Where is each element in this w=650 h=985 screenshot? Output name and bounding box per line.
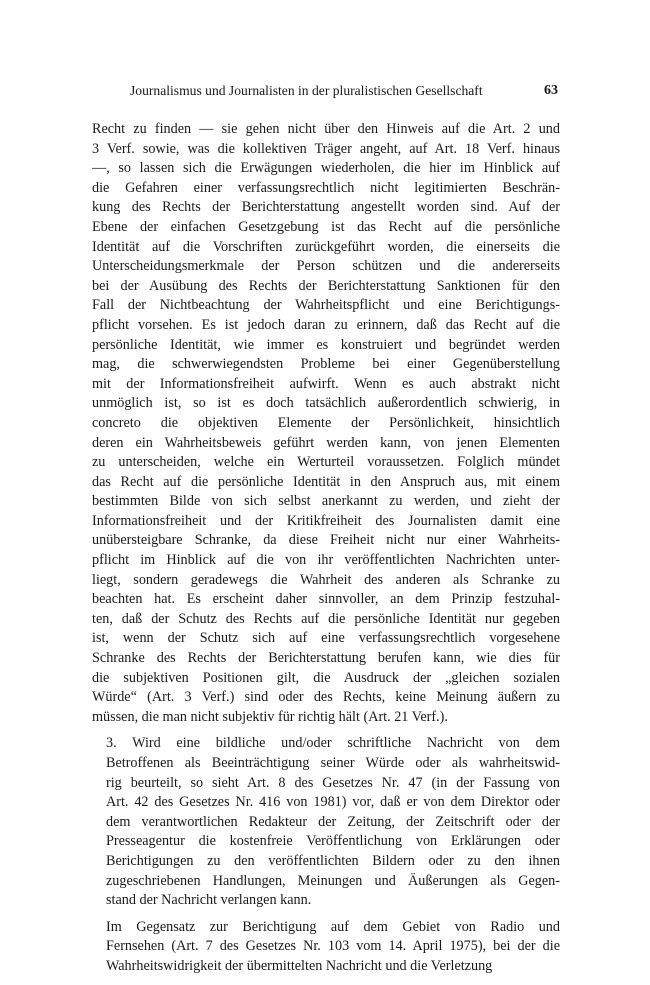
text-line: 3. Wird eine bildliche und/oder schriftliche Nachricht von dem	[106, 735, 560, 752]
text-line: Würde“ (Art. 3 Verf.) sind oder des Rechts, keine Meinung äußern zu	[92, 689, 560, 706]
text-line: Betroffenen als Beeinträchtigung seiner Würde oder als wahrheitswid-	[106, 755, 560, 771]
text-line: 3 Verf. sowie, was die kollektiven Träger angeht, auf Art. 18 Verf. hinaus	[92, 140, 560, 157]
text-line: stand der Nachricht verlangen kann.	[106, 892, 312, 909]
text-line: die Gefahren einer verfassungsrechtlich nicht legitimierten Beschrän-	[92, 179, 560, 196]
text-line: concreto die objektiven Elemente der Persönlichkeit, hinsichtlich	[92, 414, 560, 431]
running-head	[92, 80, 560, 102]
text-line: mit der Informationsfreiheit aufwirft. Wenn es auch abstrakt nicht	[92, 375, 560, 392]
text-line: Im Gegensatz zur Berichtigung auf dem Gebiet von Radio und	[106, 918, 560, 935]
text-line: bestimmten Bilde von sich selbst anerkannt zu werden, und zieht der	[92, 493, 560, 510]
text-line: Informationsfreiheit und der Kritikfreiheit des Journalisten damit eine	[92, 512, 560, 529]
text-line: ist, wenn der Schutz sich auf eine verfassungsrechtlich vorgesehene	[92, 630, 560, 647]
text-line: müssen, die man nicht subjektiv für richtig hält (Art. 21 Verf.).	[92, 708, 448, 725]
text-line: Ebene der einfachen Gesetzgebung ist das Recht auf die persönliche	[92, 218, 560, 235]
text-line: rig beurteilt, so sieht Art. 8 des Gesetzes Nr. 47 (in der Fassung von	[106, 774, 560, 791]
text-line: kung des Rechts der Berichterstattung angestellt worden sind. Auf der	[92, 199, 560, 216]
paragraph-2	[92, 734, 560, 910]
paragraph-3	[92, 918, 560, 977]
text-line: pflicht vorsehen. Es ist jedoch daran zu erinnern, daß das Recht auf die	[92, 316, 560, 333]
text-line: Recht zu finden — sie gehen nicht über den Hinweis auf die Art. 2 und	[92, 121, 560, 137]
text-line: pflicht im Hinblick auf die von ihr veröffentlichten Nachrichten unter-	[92, 552, 560, 569]
paragraph-1	[92, 120, 560, 727]
text-line: unmöglich ist, so ist es doch tatsächlich außerordentlich schwierig, in	[92, 395, 560, 412]
text-line: Berichtigungen zu den veröffentlichten Bildern oder zu den ihnen	[106, 852, 560, 869]
text-line: Wahrheitswidrigkeit der übermittelten Nachricht und die Verletzung	[106, 957, 493, 974]
text-line: Identität auf die Vorschriften zurückgeführt worden, die einerseits die	[92, 238, 560, 255]
text-line: Unterscheidungsmerkmale der Person schützen und die andererseits	[92, 258, 560, 275]
page-number: 63	[544, 83, 558, 98]
running-head-title: Journalismus und Journalisten in der pluralistischen Gesellschaft	[130, 83, 483, 98]
text-line: beachten hat. Es erscheint daher sinnvoller, an dem Prinzip festzuhal-	[92, 591, 560, 608]
text-line: Fernsehen (Art. 7 des Gesetzes Nr. 103 vom 14. April 1975), bei der die	[106, 938, 560, 955]
text-line: Fall der Nichtbeachtung der Wahrheitspflicht und eine Berichtigungs-	[92, 297, 560, 314]
text-line: das Recht auf die persönliche Identität in den Anspruch aus, mit einem	[92, 473, 560, 490]
text-line: zugeschriebenen Handlungen, Meinungen und Äußerungen als Gegen-	[106, 872, 560, 889]
text-line: zu unterscheiden, welche ein Werturteil voraussetzen. Folglich mündet	[92, 454, 560, 471]
text-line: mag, die schwerwiegendsten Probleme bei einer Gegenüberstellung	[92, 356, 560, 373]
text-line: bei der Ausübung des Rechts der Berichterstattung Sanktionen für den	[92, 277, 560, 294]
text-line: —, so lassen sich die Erwägungen wiederholen, die hier im Hinblick auf	[92, 160, 560, 177]
body-text	[92, 120, 560, 977]
text-line: Art. 42 des Gesetzes Nr. 416 von 1981) vor, daß er von dem Direktor oder	[106, 794, 560, 811]
text-line: dem verantwortlichen Redakteur der Zeitung, der Zeitschrift oder der	[106, 813, 560, 830]
text-line: liegt, sondern geradewegs die Wahrheit des anderen als Schranke zu	[92, 571, 560, 588]
text-line: Presseagentur die kostenfreie Veröffentlichung von Erklärungen oder	[106, 833, 560, 850]
text-line: unübersteigbare Schranke, da diese Freiheit nicht nur einer Wahrheits-	[92, 532, 560, 549]
text-line: Schranke des Rechts der Berichterstattung berufen kann, wie dies für	[92, 650, 560, 667]
book-page	[92, 80, 560, 977]
text-line: persönliche Identität, wie immer es konstruiert und begründet werden	[92, 336, 560, 353]
text-line: ten, daß der Schutz des Rechts auf die persönliche Identität nur gegeben	[92, 610, 560, 627]
text-line: die subjektiven Positionen gilt, die Ausdruck der „gleichen sozialen	[92, 669, 560, 686]
text-line: deren ein Wahrheitsbeweis geführt werden kann, von jenen Elementen	[92, 434, 560, 451]
